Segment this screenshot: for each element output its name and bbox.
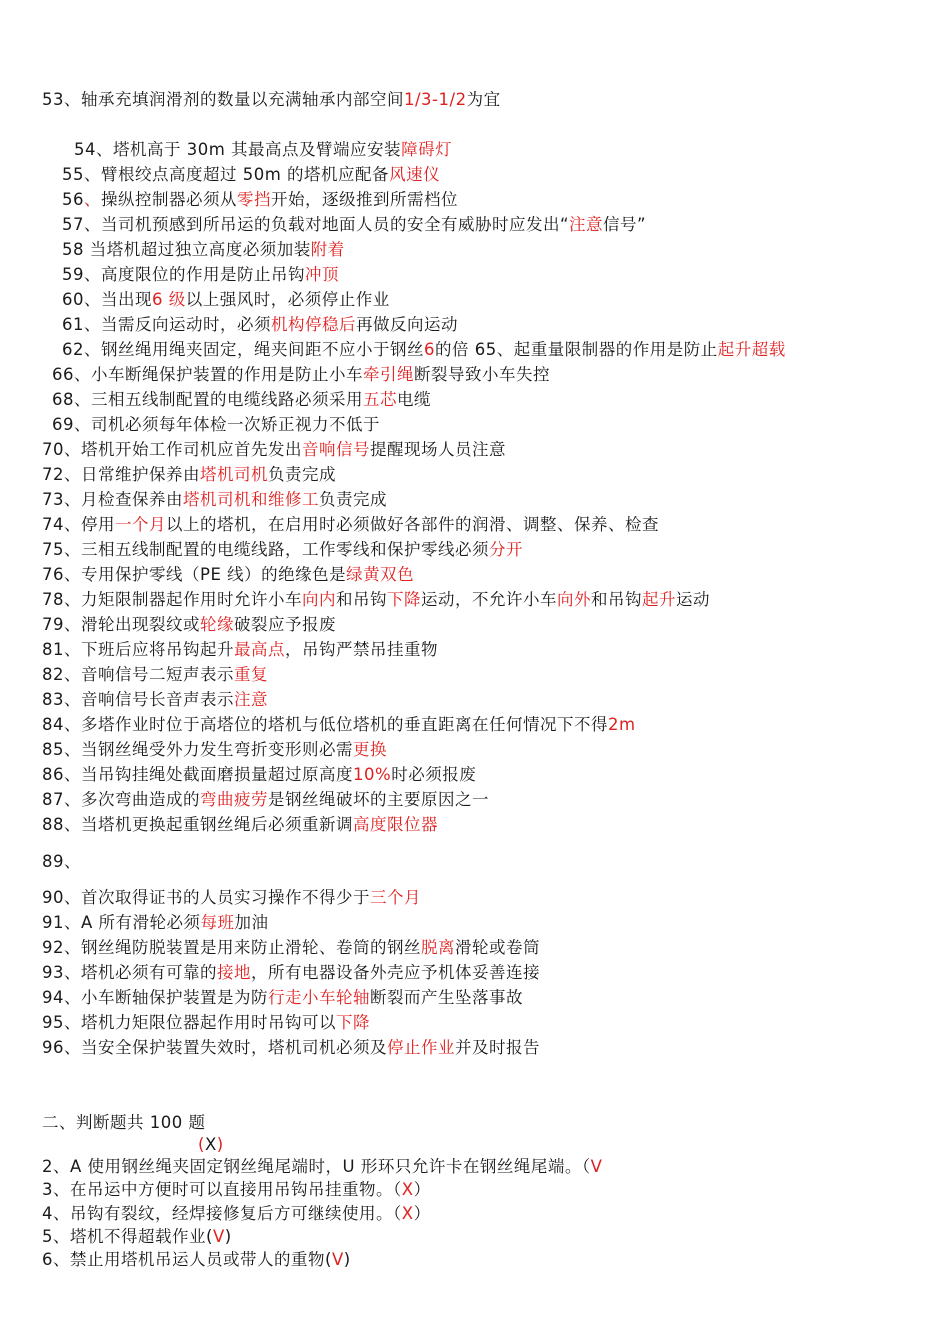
text-line <box>42 938 540 958</box>
text-segment: 信号” <box>603 215 647 234</box>
text-segment: 95、塔机力矩限位器起作用时吊钩可以 <box>42 1013 336 1032</box>
text-segment: 以上强风时，必须停止作业 <box>185 290 390 309</box>
highlighted-answer: 停止作业 <box>387 1038 455 1057</box>
text-segment: 断裂导致小车失控 <box>414 365 550 384</box>
text-segment: 二、判断题共 100 题 <box>42 1113 206 1132</box>
text-segment: ) <box>224 1227 232 1246</box>
highlighted-answer: 、 <box>84 190 101 209</box>
text-line <box>42 515 659 535</box>
text-segment: 56 <box>62 190 84 209</box>
text-segment: 66、小车断绳保护装置的作用是防止小车 <box>52 365 363 384</box>
text-line <box>42 1204 431 1224</box>
text-segment: 滑轮或卷筒 <box>455 938 540 957</box>
highlighted-answer: 接地 <box>217 963 251 982</box>
highlighted-answer: 6 <box>424 340 435 359</box>
highlighted-answer: V <box>590 1157 603 1176</box>
text-line <box>42 888 421 908</box>
highlighted-answer: 轮缘 <box>200 615 234 634</box>
text-line <box>42 815 438 835</box>
text-segment: 55、臂根绞点高度超过 50m 的塔机应配备 <box>62 165 390 184</box>
text-segment: 再做反向运动 <box>356 315 458 334</box>
text-segment: 和吊钩 <box>591 590 642 609</box>
highlighted-answer: 重复 <box>234 665 268 684</box>
highlighted-answer: 最高点 <box>234 640 285 659</box>
text-segment: 3、在吊运中方便时可以直接用吊钩吊挂重物。（ <box>42 1180 402 1199</box>
highlighted-answer: 下降 <box>336 1013 370 1032</box>
highlighted-answer: 绿黄双色 <box>346 565 415 584</box>
text-segment: 负责完成 <box>319 490 387 509</box>
text-line <box>42 1157 602 1177</box>
highlighted-answer: 五芯 <box>363 390 397 409</box>
text-line <box>62 315 458 335</box>
highlighted-answer: 向内 <box>302 590 336 609</box>
text-line <box>42 490 387 510</box>
text-segment: 79、滑轮出现裂纹或 <box>42 615 200 634</box>
text-line <box>74 140 452 160</box>
highlighted-answer: 塔机司机和维修工 <box>183 490 319 509</box>
text-line <box>62 215 646 235</box>
text-segment: 54、塔机高于 30m 其最高点及臂端应安装 <box>74 140 402 159</box>
text-segment: 86、当吊钩挂绳处截面磨损量超过原高度 <box>42 765 353 784</box>
highlighted-answer: 1/3-1/2 <box>404 90 467 109</box>
text-segment: 75、三相五线制配置的电缆线路，工作零线和保护零线必须 <box>42 540 489 559</box>
text-line <box>42 665 268 685</box>
text-segment: 88、当塔机更换起重钢丝绳后必须重新调 <box>42 815 353 834</box>
text-line <box>42 590 710 610</box>
text-segment: 83、音响信号长音声表示 <box>42 690 234 709</box>
highlighted-answer: 起升 <box>642 590 676 609</box>
text-line <box>42 615 336 635</box>
text-segment: 电缆 <box>397 390 431 409</box>
text-segment: 提醒现场人员注意 <box>370 440 506 459</box>
text-segment: 94、小车断轴保护装置是为防 <box>42 988 268 1007</box>
highlighted-answer: 音响信号 <box>302 440 370 459</box>
text-segment: 5、塔机不得超载作业( <box>42 1227 213 1246</box>
text-line <box>42 690 268 710</box>
highlighted-answer: 10% <box>353 765 392 784</box>
text-segment: 68、三相五线制配置的电缆线路必须采用 <box>52 390 363 409</box>
text-line <box>42 440 506 460</box>
text-segment: 93、塔机必须有可靠的 <box>42 963 217 982</box>
text-segment: 92、钢丝绳防脱装置是用来防止滑轮、卷筒的钢丝 <box>42 938 421 957</box>
text-line <box>42 852 81 872</box>
text-segment: 和吊钩 <box>336 590 387 609</box>
highlighted-answer: 三个月 <box>370 888 421 907</box>
text-segment: 53、轴承充填润滑剂的数量以充满轴承内部空间 <box>42 90 404 109</box>
text-segment: ） <box>413 1180 431 1199</box>
text-line <box>42 640 438 660</box>
highlighted-answer: 注意 <box>234 690 268 709</box>
highlighted-answer: V <box>212 1227 225 1246</box>
text-segment: 负责完成 <box>268 465 336 484</box>
text-segment: ) <box>343 1250 351 1269</box>
text-segment: 82、音响信号二短声表示 <box>42 665 234 684</box>
text-segment: 78、力矩限制器起作用时允许小车 <box>42 590 302 609</box>
highlighted-answer: 向外 <box>557 590 591 609</box>
text-segment: 74、停用 <box>42 515 115 534</box>
text-line <box>52 390 431 410</box>
text-segment: 61、当需反向运动时，必须 <box>62 315 271 334</box>
highlighted-answer: X <box>401 1180 414 1199</box>
text-line <box>42 1013 370 1033</box>
highlighted-answer: 一个月 <box>115 515 166 534</box>
highlighted-answer: 分开 <box>489 540 523 559</box>
text-segment: 操纵控制器必须从 <box>101 190 237 209</box>
highlighted-answer: 零挡 <box>237 190 271 209</box>
highlighted-answer: 机构停稳后 <box>271 315 356 334</box>
text-segment: 4、吊钩有裂纹，经焊接修复后方可继续使用。（ <box>42 1204 402 1223</box>
text-segment: ，所有电器设备外壳应予机体妥善连接 <box>251 963 540 982</box>
text-segment: 是钢丝绳破坏的主要原因之一 <box>268 790 489 809</box>
text-segment: 6、禁止用塔机吊运人员或带人的重物( <box>42 1250 332 1269</box>
text-segment: 81、下班后应将吊钩起升 <box>42 640 234 659</box>
text-segment: 的倍 65、起重量限制器的作用是防止 <box>435 340 718 359</box>
text-line <box>52 415 380 435</box>
text-segment: 62、钢丝绳用绳夹固定，绳夹间距不应小于钢丝 <box>62 340 424 359</box>
text-segment: 并及时报告 <box>455 1038 540 1057</box>
text-segment: 85、当钢丝绳受外力发生弯折变形则必需 <box>42 740 353 759</box>
text-segment: 87、多次弯曲造成的 <box>42 790 200 809</box>
text-segment: 90、首次取得证书的人员实习操作不得少于 <box>42 888 370 907</box>
text-line <box>62 340 786 360</box>
highlighted-answer: 每班 <box>200 913 235 932</box>
text-segment: 运动 <box>676 590 710 609</box>
highlighted-answer: V <box>331 1250 344 1269</box>
text-segment: 为宜 <box>466 90 501 109</box>
text-line <box>198 1135 224 1155</box>
highlighted-answer: 冲顶 <box>305 265 339 284</box>
text-segment: 60、当出现 <box>62 290 152 309</box>
text-segment: 59、高度限位的作用是防止吊钩 <box>62 265 305 284</box>
highlighted-answer: ) <box>216 1135 224 1154</box>
highlighted-answer: 风速仪 <box>389 165 441 184</box>
text-line <box>42 1113 205 1133</box>
text-line <box>62 265 339 285</box>
text-line <box>62 165 440 185</box>
text-line <box>42 988 523 1008</box>
text-line <box>42 963 540 983</box>
highlighted-answer: 牵引绳 <box>363 365 414 384</box>
text-segment: 破裂应予报废 <box>234 615 336 634</box>
text-segment: 73、月检查保养由 <box>42 490 183 509</box>
text-line <box>42 715 636 735</box>
highlighted-answer: 弯曲疲劳 <box>200 790 268 809</box>
text-line <box>62 190 458 210</box>
text-segment: 69、司机必须每年体检一次矫正视力不低于 <box>52 415 380 434</box>
text-segment: 2、A 使用钢丝绳夹固定钢丝绳尾端时，U 形环只允许卡在钢丝绳尾端。（ <box>42 1157 591 1176</box>
text-line <box>42 1250 351 1270</box>
text-segment: ，吊钩严禁吊挂重物 <box>285 640 438 659</box>
text-line <box>42 1038 540 1058</box>
text-segment: 72、日常维护保养由 <box>42 465 200 484</box>
highlighted-answer: 起升超载 <box>717 340 786 359</box>
highlighted-answer: 附着 <box>310 240 345 259</box>
text-line <box>42 1227 232 1247</box>
text-line <box>42 790 489 810</box>
text-line <box>42 913 269 933</box>
text-segment: 运动，不允许小车 <box>421 590 557 609</box>
highlighted-answer: 脱离 <box>421 938 455 957</box>
text-segment: X <box>204 1135 217 1154</box>
highlighted-answer: 更换 <box>353 740 387 759</box>
highlighted-answer: 下降 <box>387 590 421 609</box>
highlighted-answer: 注意 <box>569 215 604 234</box>
text-segment: 开始，逐级推到所需档位 <box>271 190 458 209</box>
text-segment: 76、专用保护零线（PE 线）的绝缘色是 <box>42 565 347 584</box>
highlighted-answer: 行走小车轮轴 <box>268 988 370 1007</box>
text-segment: 以上的塔机，在启用时必须做好各部件的润滑、调整、保养、检查 <box>166 515 659 534</box>
text-line <box>42 765 476 785</box>
text-segment: 84、多塔作业时位于高塔位的塔机与低位塔机的垂直距离在任何情况下不得 <box>42 715 608 734</box>
text-line <box>42 1180 431 1200</box>
text-line <box>42 565 414 585</box>
text-segment: 加油 <box>234 913 269 932</box>
text-segment: 时必须报废 <box>391 765 477 784</box>
text-segment: 断裂而产生坠落事故 <box>370 988 523 1007</box>
highlighted-answer: ( <box>198 1135 205 1154</box>
text-line <box>62 240 345 260</box>
highlighted-answer: 高度限位器 <box>353 815 438 834</box>
text-line <box>42 740 387 760</box>
highlighted-answer: 2m <box>608 715 636 734</box>
text-segment: 89、 <box>42 852 81 871</box>
text-segment: 70、塔机开始工作司机应首先发出 <box>42 440 302 459</box>
text-segment: 91、A 所有滑轮必须 <box>42 913 201 932</box>
text-line <box>52 365 550 385</box>
text-segment: ） <box>413 1204 431 1223</box>
highlighted-answer: X <box>401 1204 414 1223</box>
text-line <box>62 290 390 310</box>
text-line <box>42 465 336 485</box>
text-segment: 58 当塔机超过独立高度必须加装 <box>62 240 311 259</box>
highlighted-answer: 6 级 <box>152 290 186 309</box>
highlighted-answer: 塔机司机 <box>200 465 268 484</box>
text-segment: 57、当司机预感到所吊运的负载对地面人员的安全有威胁时应发出“ <box>62 215 570 234</box>
text-line <box>42 540 523 560</box>
highlighted-answer: 障碍灯 <box>401 140 453 159</box>
text-segment: 96、当安全保护装置失效时，塔机司机必须及 <box>42 1038 387 1057</box>
text-line <box>42 90 501 110</box>
